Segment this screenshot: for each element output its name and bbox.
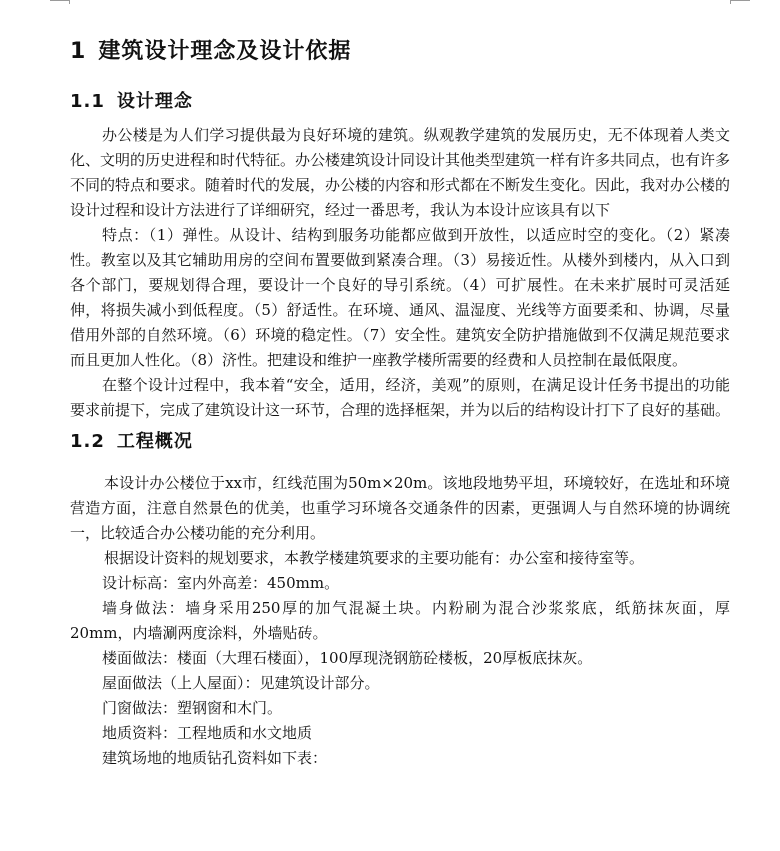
paragraph: 建筑场地的地质钻孔资料如下表： — [102, 749, 328, 767]
chapter-number: 1 — [70, 39, 87, 64]
paragraph: 根据设计资料的规划要求，本教学楼建筑要求的主要功能有：办公室和接待室等。 — [104, 549, 645, 567]
paragraph: 楼面做法：楼面（大理石楼面），100厚现浇钢筋砼楼板，20厚板底抹灰。 — [102, 649, 593, 667]
chapter-title: 建筑设计理念及设计依据 — [98, 39, 352, 64]
section-heading-1-1 — [70, 87, 730, 113]
section-title: 设计理念 — [116, 91, 193, 112]
section-heading-1-2 — [70, 427, 730, 453]
paragraph: 门窗做法：塑钢窗和木门。 — [102, 699, 283, 717]
paragraph: 本设计办公楼位于xx市，红线范围为50m×20m。该地段地势平坦，环境较好，在选址和环境营造方面，注意自然景色的优美，也重学习环境各交通条件的因素，更强调人与自然环境的协调统一，比较适合办公楼功能的充分利用。 — [70, 474, 730, 542]
page-corner-mark-left-v — [69, 0, 70, 4]
paragraph: 设计标高：室内外高差：450mm。 — [102, 574, 340, 592]
section-1-2 — [70, 427, 730, 771]
section-number: 1.1 — [70, 91, 105, 112]
page-corner-mark-right-h — [730, 0, 750, 1]
paragraph: 在整个设计过程中，我本着“安全，适用，经济，美观”的原则，在满足设计任务书提出的功能要求前提下，完成了建筑设计这一环节，合理的选择框架，并为以后的结构设计打下了良好的基础。 — [70, 376, 731, 419]
paragraph: 墙身做法：墙身采用250厚的加气混凝土块。内粉刷为混合沙浆浆底，纸筋抹灰面，厚20mm，内墙涮两度涂料，外墙贴砖。 — [70, 599, 730, 642]
section-number: 1.2 — [70, 431, 105, 452]
paragraph: 地质资料：工程地质和水文地质 — [102, 724, 313, 742]
section-title: 工程概况 — [116, 431, 193, 452]
paragraph: 办公楼是为人们学习提供最为良好环境的建筑。纵观教学建筑的发展历史，无不体现着人类文化、文明的历史进程和时代特征。办公楼建筑设计同设计其他类型建筑一样有许多共同点，也有许多不同的特点和要求。随着时代的发展，办公楼的内容和形式都在不断发生变化。因此，我对办公楼的设计过程和设计方法进行了详细研究，经过一番思考，我认为本设计应该具有以下 — [70, 126, 731, 219]
page-corner-mark-left-h — [50, 0, 70, 1]
document-page — [70, 28, 730, 771]
chapter-heading — [70, 34, 730, 65]
paragraph: 特点：（1）弹性。从设计、结构到服务功能都应做到开放性，以适应时空的变化。（2）紧凑性。教室以及其它辅助用房的空间布置要做到紧凑合理。（3）易接近性。从楼外到楼内，从入口到各个部门，要规划得合理，要设计一个良好的导引系统。（4）可扩展性。在未来扩展时可灵活延伸，将损失减小到低程度。（5）舒适性。在环境、通风、温湿度、光线等方面要柔和、协调，尽量借用外部的自然环境。（6）环境的稳定性。（7）安全性。建筑安全防护措施做到不仅满足规范要求而且更加人性化。（8）济性。把建设和维护一座教学楼所需要的经费和人员控制在最低限度。 — [70, 226, 730, 369]
page-corner-mark-right-v — [730, 0, 731, 4]
paragraph: 屋面做法（上人屋面）：见建筑设计部分。 — [102, 674, 380, 692]
